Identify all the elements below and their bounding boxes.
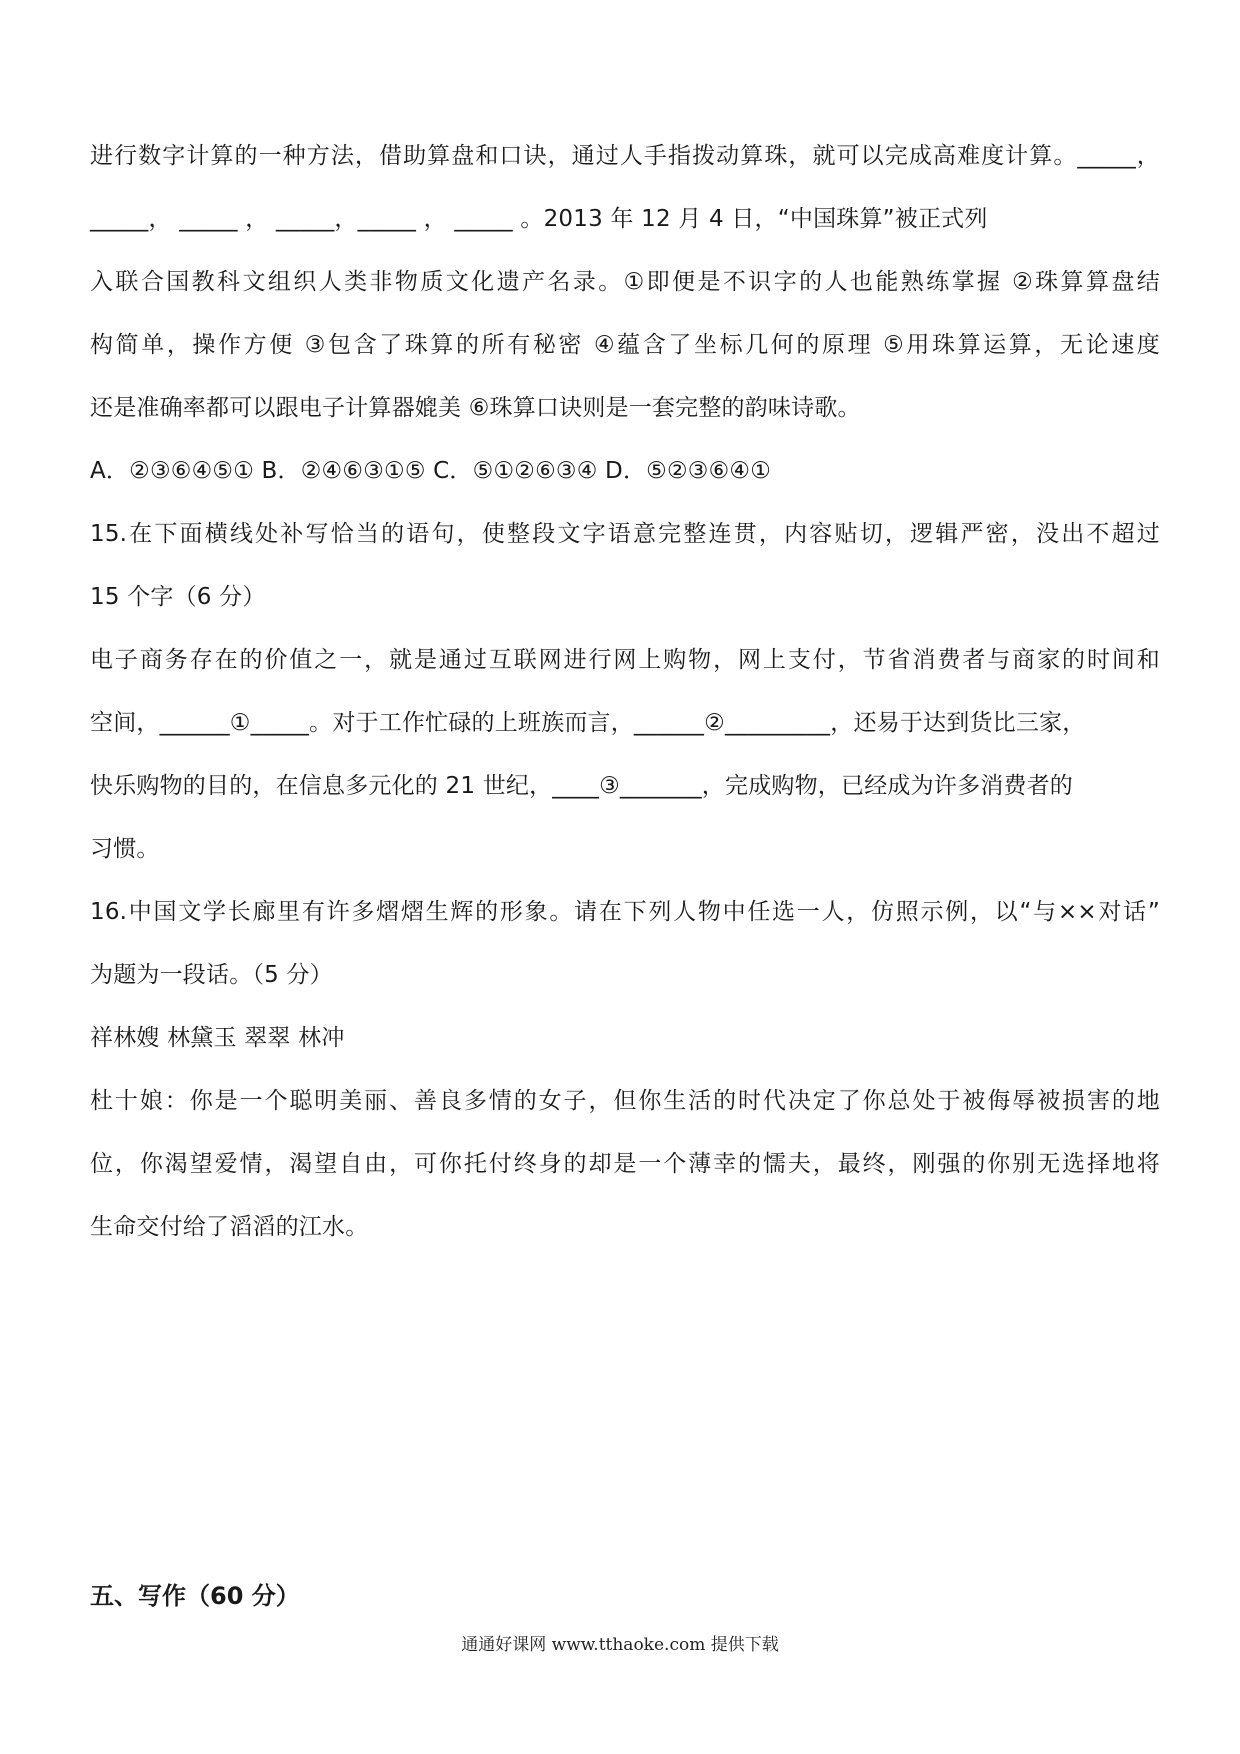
text-line: 构简单，操作方便 ③包含了珠算的所有秘密 ④蕴含了坐标几何的原理 ⑤用珠算运算，无论速度 (90, 332, 1160, 358)
text-line: 还是准确率都可以跟电子计算器媲美 ⑥珠算口诀则是一套完整的韵味诗歌。 (90, 395, 861, 421)
answer-options: A．②③⑥④⑤① B．②④⑥③①⑤ C．⑤①②⑥③④ D．⑤②③⑥④① (90, 458, 772, 484)
character-list: 祥林嫂 林黛玉 翠翠 林冲 (90, 1025, 345, 1051)
text-line: _____， _____ ， _____，_____ ， _____ 。2013 年 12 月 4 日，“中国珠算”被正式列 (90, 206, 988, 232)
question-15: 15.在下面横线处补写恰当的语句，使整段文字语意完整连贯，内容贴切，逻辑严密，没出不超过 (90, 521, 1160, 547)
example-text: 生命交付给了滔滔的江水。 (90, 1214, 369, 1240)
page-footer: 通通好课网 www.tthaoke.com 提供下载 (461, 1635, 779, 1655)
section-heading: 五、写作（60 分） (90, 1582, 300, 1610)
text-line: 习惯。 (90, 836, 160, 862)
text-line: 电子商务存在的价值之一，就是通过互联网进行网上购物，网上支付，节省消费者与商家的时间和 (90, 647, 1160, 673)
text-line: 入联合国教科文组织人类非物质文化遗产名录。①即便是不识字的人也能熟练掌握 ②珠算算盘结 (90, 269, 1160, 295)
text-line: 15 个字（6 分） (90, 584, 266, 610)
example-text: 杜十娘：你是一个聪明美丽、善良多情的女子，但你生活的时代决定了你总处于被侮辱被损害的地 (90, 1088, 1160, 1114)
text-line: 快乐购物的目的，在信息多元化的 21 世纪，____③_______，完成购物，已经成为许多消费者的 (90, 773, 1074, 799)
question-16: 16.中国文学长廊里有许多熠熠生辉的形象。请在下列人物中任选一人，仿照示例，以“与××对话” (90, 899, 1160, 925)
example-text: 位，你渴望爱情，渴望自由，可你托付终身的却是一个薄幸的懦夫，最终，刚强的你别无选择地将 (90, 1151, 1160, 1177)
text-line: 为题为一段话。（5 分） (90, 962, 333, 988)
text-line: 进行数字计算的一种方法，借助算盘和口诀，通过人手指拨动算珠，就可以完成高难度计算。_____， (90, 143, 1160, 169)
text-line: 空间，______①_____。对于工作忙碌的上班族而言，______②_________，还易于达到货比三家， (90, 710, 1086, 736)
